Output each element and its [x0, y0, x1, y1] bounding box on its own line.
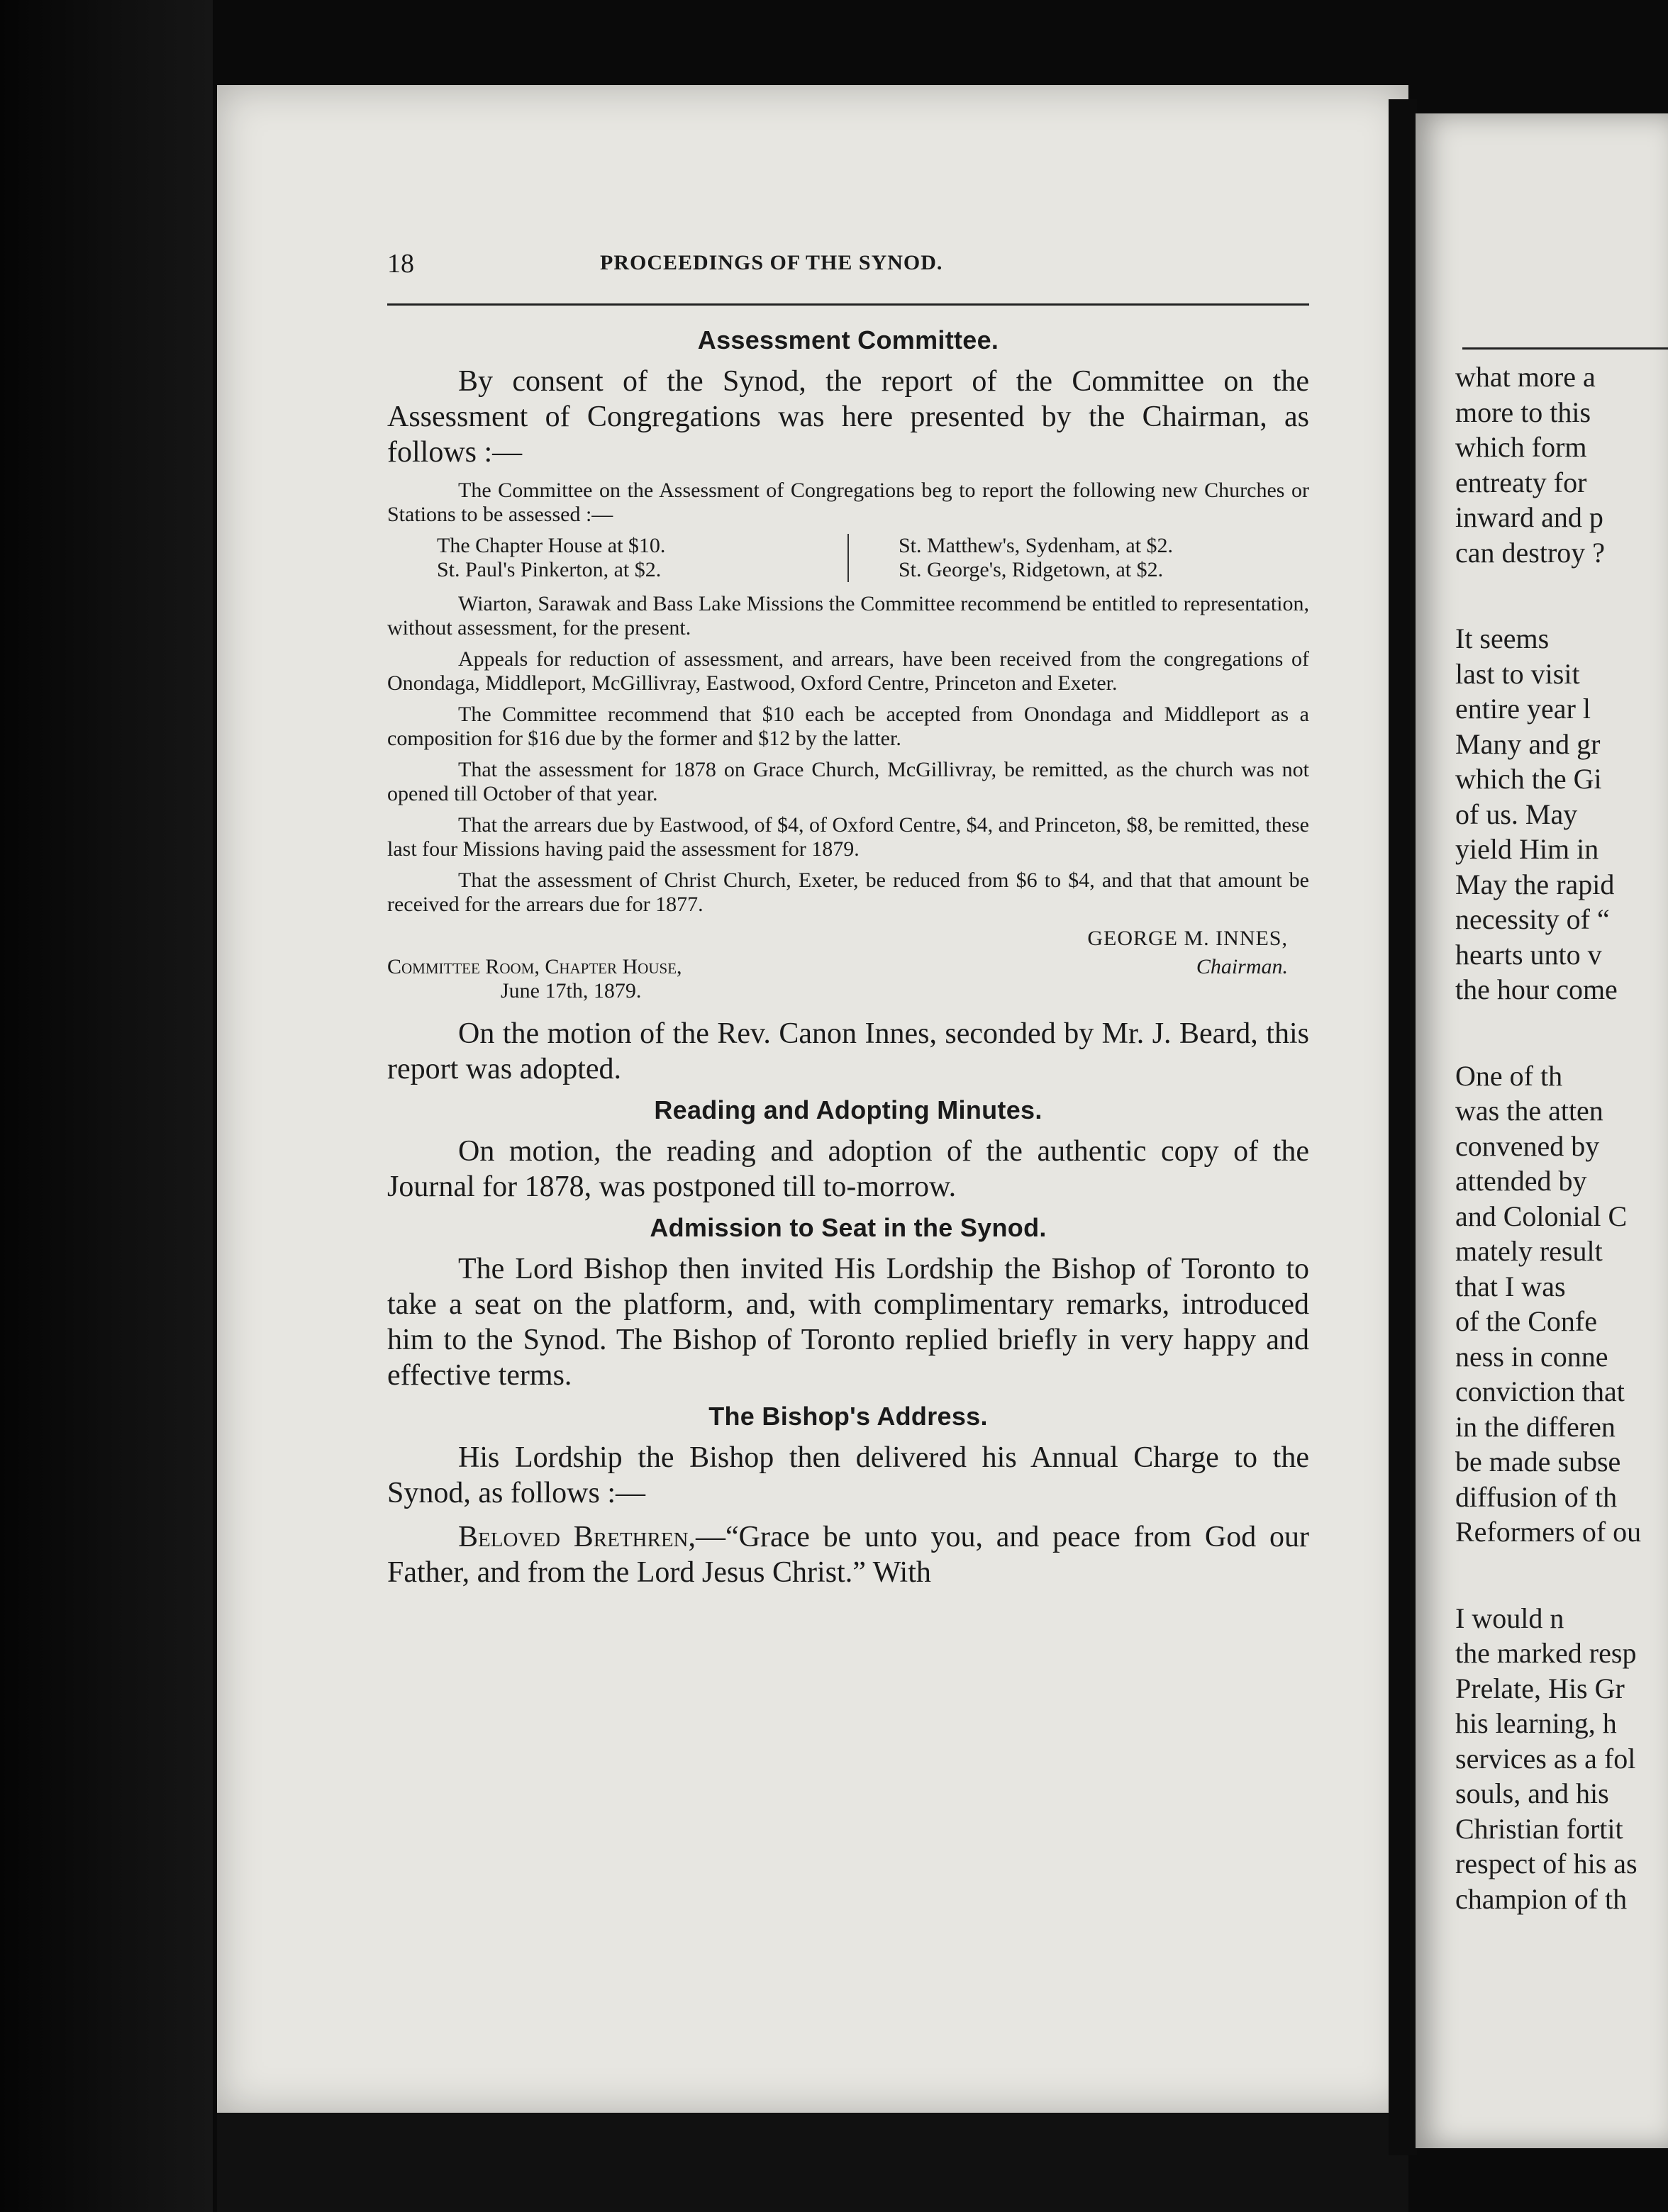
- facing-text-line: necessity of “: [1455, 903, 1610, 935]
- scan-background: [0, 0, 213, 2212]
- address-intro: His Lordship the Bishop then delivered his Annual Charge to the Synod, as follows :—: [387, 1441, 1309, 1509]
- facing-text-line: of the Confe: [1455, 1305, 1597, 1337]
- committee-signature-block: [387, 955, 1288, 1003]
- facing-text-line: and Colonial C: [1455, 1200, 1628, 1232]
- facing-text-line: yield Him in: [1455, 833, 1599, 865]
- facing-text-line: One of th: [1455, 1059, 1563, 1092]
- facing-text-line: be made subse: [1455, 1446, 1621, 1478]
- paragraph-gap: [1455, 570, 1668, 621]
- facing-text-line: mately result: [1455, 1235, 1603, 1267]
- report-paragraph: The Committee recommend that $10 each be accepted from Onondaga and Middleport as a composition for $16 due by the former and $12 by the latter.: [387, 703, 1309, 750]
- page-content: [387, 241, 1309, 1599]
- facing-lines-lower: [1455, 1058, 1668, 1550]
- report-paragraph: That the assessment of Christ Church, Exeter, be reduced from $6 to $4, and that that amount be received for the arrears due for 1877.: [387, 868, 1309, 916]
- facing-text-line: champion of th: [1455, 1882, 1628, 1915]
- facing-lines-bottom: [1455, 1601, 1668, 1917]
- committee-room-label: Committee Room, Chapter House,: [387, 955, 682, 978]
- church-item: St. Paul's Pinkerton, at $2.: [437, 558, 662, 581]
- facing-text-line: Christian fortit: [1455, 1812, 1623, 1845]
- report-paragraph: Appeals for reduction of assessment, and arrears, have been received from the congregations of Onondaga, Middleport, McGillivray, Eastwood, Oxford Centre, Princeton and Exeter.: [387, 647, 1309, 695]
- facing-text-line: entire year l: [1455, 693, 1591, 725]
- facing-text-line: was the atten: [1455, 1095, 1603, 1127]
- adoption-paragraph: On the motion of the Rev. Canon Innes, seconded by Mr. J. Beard, this report was adopted.: [387, 1017, 1309, 1085]
- facing-text-line: Reformers of ou: [1455, 1516, 1642, 1548]
- facing-text-line: last to visit: [1455, 657, 1580, 690]
- address-opening: [387, 1519, 1309, 1590]
- facing-text-line: that I was: [1455, 1270, 1566, 1302]
- facing-text-line: attended by: [1455, 1165, 1587, 1197]
- committee-date: June 17th, 1879.: [501, 979, 642, 1002]
- assessment-intro: By consent of the Synod, the report of the Committee on the Assessment of Congregations was here presented by the Chairman, as follows :—: [387, 365, 1309, 469]
- running-title: PROCEEDINGS OF THE SYNOD.: [600, 251, 943, 274]
- churches-right-column: [899, 534, 1309, 582]
- facing-text-line: It seems: [1455, 622, 1550, 654]
- facing-text-line: inward and p: [1455, 501, 1603, 533]
- facing-text-line: what more a: [1455, 361, 1596, 393]
- section-heading-minutes: Reading and Adopting Minutes.: [654, 1095, 1042, 1124]
- facing-text-line: Many and gr: [1455, 727, 1601, 760]
- column-divider: [847, 534, 870, 582]
- section-heading-admission: Admission to Seat in the Synod.: [650, 1213, 1047, 1242]
- section-heading-address: The Bishop's Address.: [708, 1402, 988, 1431]
- facing-text-line: respect of his as: [1455, 1848, 1638, 1879]
- facing-text-line: conviction that: [1455, 1375, 1625, 1407]
- facing-text-line: May the rapid: [1455, 868, 1615, 900]
- facing-text-line: can destroy ?: [1455, 536, 1606, 569]
- book-gutter: [1389, 99, 1417, 2155]
- left-page: [217, 85, 1408, 2113]
- paragraph-gap: [1455, 1550, 1668, 1601]
- facing-text-line: ness in conne: [1455, 1340, 1608, 1373]
- facing-text-line: souls, and his: [1455, 1777, 1609, 1809]
- facing-lines-top: [1455, 359, 1668, 570]
- facing-text-line: entreaty for: [1455, 466, 1587, 498]
- signer-name: GEORGE M. INNES,: [1087, 927, 1288, 950]
- facing-text-line: which form: [1455, 431, 1587, 463]
- salutation: Beloved Brethren,: [458, 1521, 696, 1553]
- facing-text-line: convened by: [1455, 1129, 1600, 1162]
- facing-text-line: of us. May: [1455, 798, 1578, 830]
- facing-text-line: more to this: [1455, 396, 1591, 428]
- header-rule: [387, 303, 1309, 306]
- section-heading-assessment: Assessment Committee.: [697, 325, 999, 354]
- facing-text-line: his learning, h: [1455, 1707, 1617, 1739]
- report-paragraph: That the assessment for 1878 on Grace Church, McGillivray, be remitted, as the church was not opened till October of that year.: [387, 758, 1309, 805]
- committee-room: [387, 955, 682, 1003]
- right-page: [1416, 113, 1668, 2148]
- facing-header-rule: [1462, 347, 1668, 350]
- running-head: [387, 241, 1309, 291]
- report-paragraph: That the arrears due by Eastwood, of $4, of Oxford Centre, $4, and Princeton, $8, be remitted, these last four Missions having paid the assessment for 1879.: [387, 813, 1309, 861]
- facing-text-line: the marked resp: [1455, 1637, 1637, 1669]
- page-number: 18: [387, 249, 414, 279]
- facing-text-line: I would n: [1455, 1602, 1564, 1634]
- admission-paragraph: The Lord Bishop then invited His Lordship the Bishop of Toronto to take a seat on the platform, and, with complimentary remarks, introduced him to the Synod. The Bishop of Toronto replied briefly in very happy and effective terms.: [387, 1253, 1309, 1392]
- facing-text-line: hearts unto v: [1455, 938, 1602, 971]
- paragraph-gap: [1455, 1007, 1668, 1058]
- report-intro: The Committee on the Assessment of Congregations beg to report the following new Churches or Stations to be assessed :—: [387, 479, 1309, 526]
- opening-text: —“Grace be unto you, and peace from God our Father, and from the Lord Jesus Christ.” With: [387, 1521, 1309, 1589]
- facing-lines-mid: [1455, 621, 1668, 1007]
- churches-list: [437, 534, 1309, 582]
- minutes-paragraph: On motion, the reading and adoption of the authentic copy of the Journal for 1878, was postponed till to-morrow.: [387, 1135, 1309, 1203]
- churches-left-column: [437, 534, 847, 582]
- report-paragraph: Wiarton, Sarawak and Bass Lake Missions the Committee recommend be entitled to representation, without assessment, for the present.: [387, 592, 1309, 639]
- church-item: The Chapter House at $10.: [437, 534, 666, 557]
- facing-text-line: diffusion of th: [1455, 1480, 1618, 1513]
- facing-text-line: which the Gi: [1455, 763, 1602, 795]
- scan-bottom: [217, 2113, 1408, 2212]
- facing-text-line: services as a fol: [1455, 1742, 1636, 1775]
- facing-page-text: [1455, 347, 1668, 1916]
- facing-text-line: Prelate, His Gr: [1455, 1672, 1625, 1704]
- church-item: St. George's, Ridgetown, at $2.: [898, 558, 1164, 581]
- church-item: St. Matthew's, Sydenham, at $2.: [898, 534, 1174, 557]
- facing-text-line: the hour come: [1455, 973, 1618, 1005]
- facing-text-line: in the differen: [1455, 1410, 1616, 1443]
- chair-title: Chairman.: [1196, 955, 1288, 978]
